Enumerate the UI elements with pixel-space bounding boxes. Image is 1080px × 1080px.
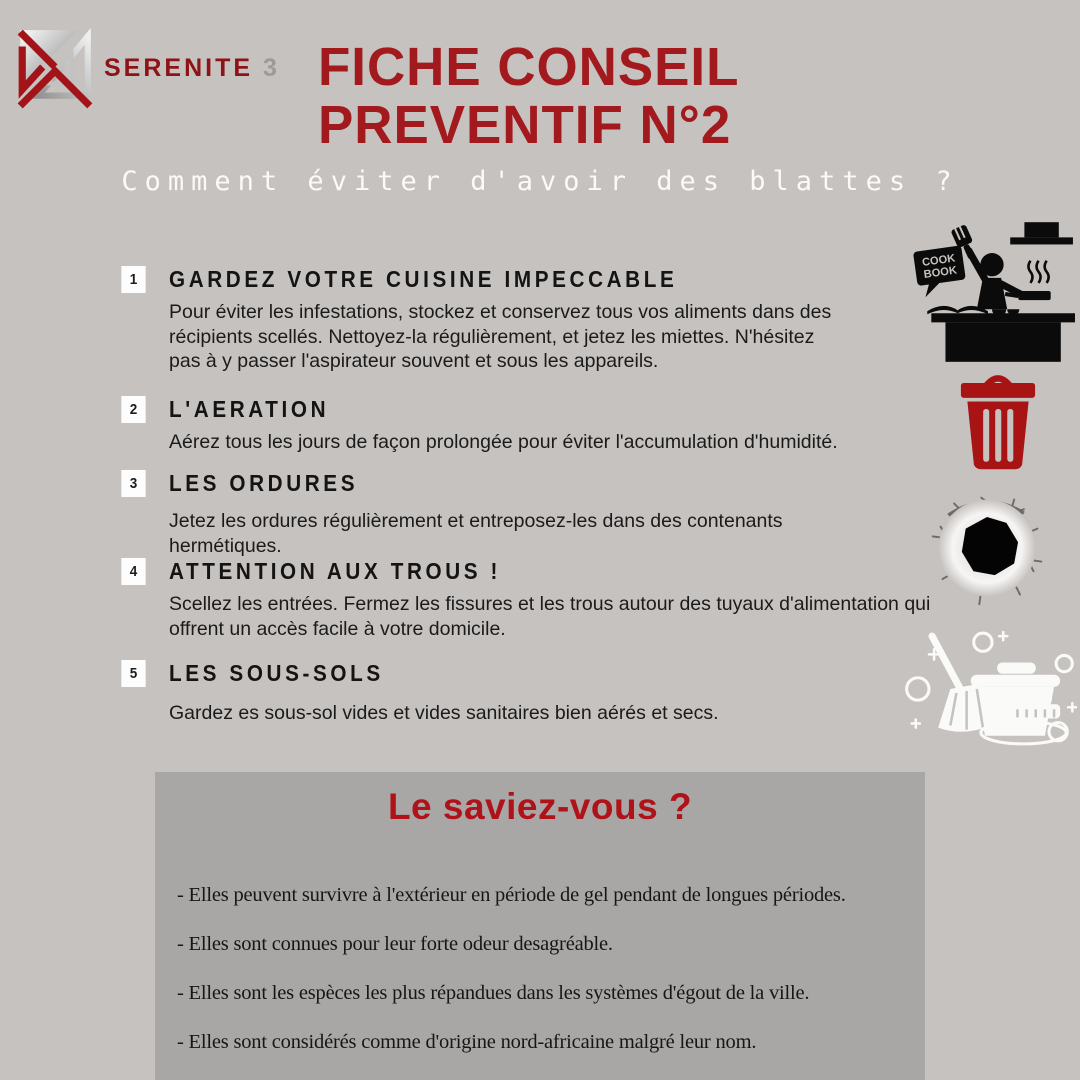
trash-can-icon <box>952 370 1044 472</box>
tip-number-badge: 3 <box>121 470 145 497</box>
tip-title: LES SOUS-SOLS <box>169 660 384 686</box>
tip-body: Gardez es sous-sol vides et vides sanitaires bien aérés et secs. <box>169 702 719 724</box>
did-you-know-panel <box>155 772 925 1080</box>
tip-body: Scellez les entrées. Fermez les fissures et les trous autour des tuyaux d'alimentation qui offrent un accès facile à votre domicile. <box>169 593 931 640</box>
tip-number-badge: 4 <box>121 558 145 585</box>
tip-item-2 <box>120 396 910 455</box>
tip-body: Pour éviter les infestations, stockez et conservez tous vos aliments dans des récipients scellés. Nettoyez-la régulièrement, et jetez les miettes. N'hésitez pas à y passer l'aspirateur souvent et sous les appareils. <box>169 301 832 373</box>
brand-suffix: 3 <box>263 54 280 82</box>
tip-item-4 <box>120 558 931 641</box>
cookbook-bubble-text-line1: COOK <box>921 252 957 269</box>
tip-number-badge: 1 <box>121 266 145 293</box>
brand-wordmark <box>104 54 280 83</box>
fact-item: - Elles peuvent survivre à l'extérieur en période de gel pendant de longues périodes. <box>177 884 846 906</box>
page-subtitle: Comment éviter d'avoir des blattes ? <box>121 166 959 197</box>
kitchen-cooking-icon <box>905 220 1077 362</box>
facts-list <box>177 884 925 1054</box>
brand-name: SERENITE <box>104 54 254 82</box>
tip-body: Jetez les ordures régulièrement et entreposez-les dans des contenants hermétiques. <box>169 510 783 557</box>
fact-item: - Elles sont les espèces les plus répandues dans les systèmes d'égout de la ville. <box>177 982 810 1004</box>
wall-hole-icon <box>925 486 1051 612</box>
page-title-line1: FICHE CONSEIL <box>318 37 740 97</box>
did-you-know-title: Le saviez-vous ? <box>387 786 693 827</box>
tip-number-badge: 5 <box>121 660 145 687</box>
tip-title: LES ORDURES <box>169 470 359 496</box>
fact-item: - Elles sont connues pour leur forte odeur desagréable. <box>177 933 613 955</box>
tip-title: L'AERATION <box>169 396 330 422</box>
serenite-logo-icon <box>12 26 98 112</box>
cleaning-tools-icon <box>903 630 1077 752</box>
page-title-line2: PREVENTIF N°2 <box>318 95 732 156</box>
tip-title: ATTENTION AUX TROUS ! <box>169 558 502 584</box>
tip-item-5 <box>120 660 910 726</box>
tip-item-3 <box>120 470 910 558</box>
tip-number-badge: 2 <box>121 396 145 423</box>
fact-item: - Elles sont considérés comme d'origine nord-africaine malgré leur nom. <box>177 1031 757 1053</box>
cookbook-bubble-text-line2: BOOK <box>923 264 958 282</box>
tip-body: Aérez tous les jours de façon prolongée pour éviter l'accumulation d'humidité. <box>169 431 838 453</box>
tip-title: GARDEZ VOTRE CUISINE IMPECCABLE <box>169 266 678 292</box>
page-title <box>318 38 739 155</box>
tip-item-1 <box>120 266 910 374</box>
